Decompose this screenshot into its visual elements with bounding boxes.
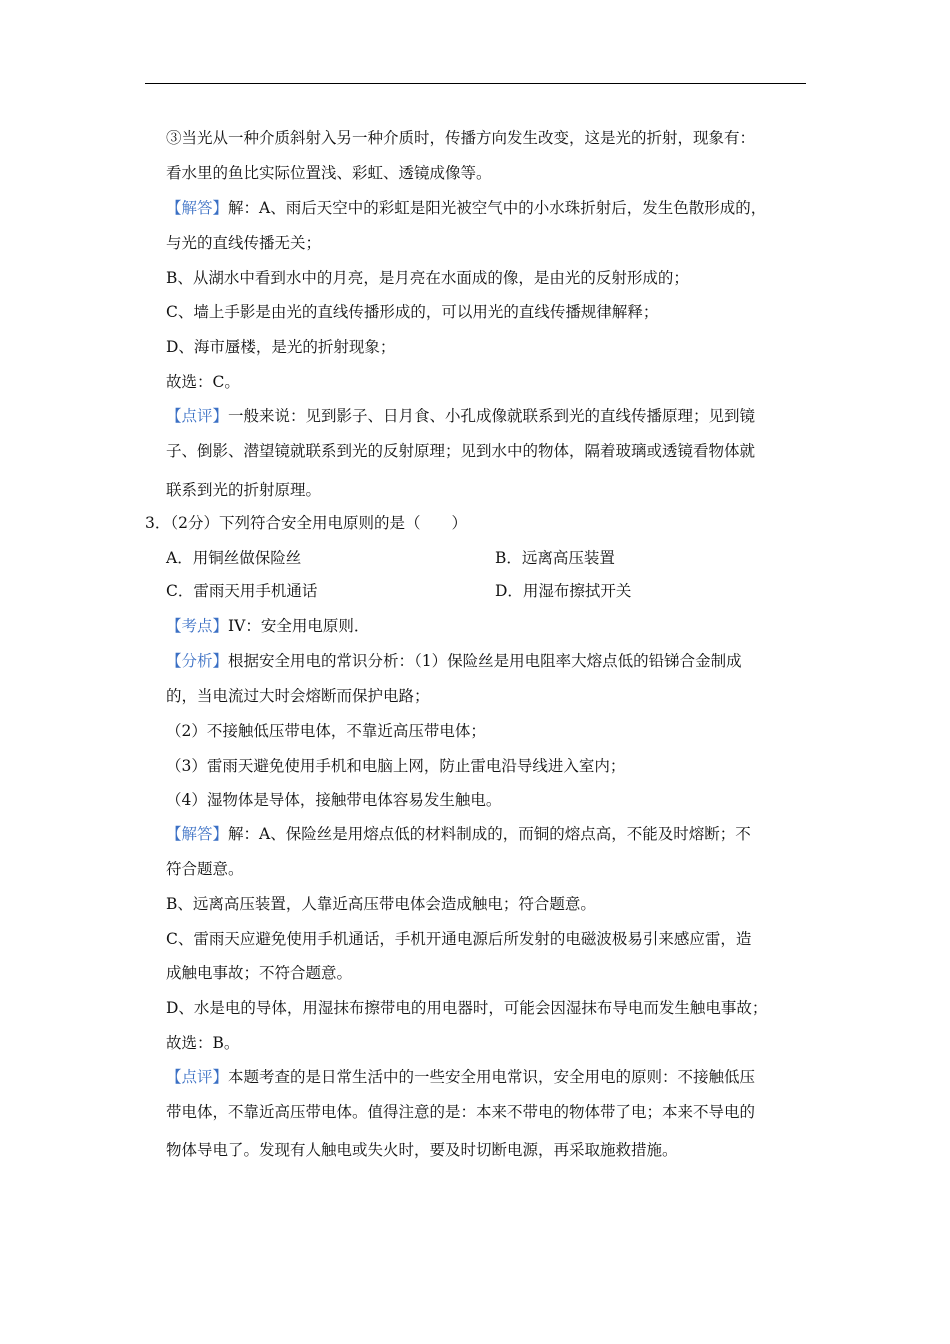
answer-line: [166, 198, 766, 218]
answer-b: B、从湖水中看到水中的月亮，是月亮在水面成的像，是由光的反射形成的；: [166, 269, 689, 287]
review-text-cont: 子、倒影、潜望镜就联系到光的反射原理；见到水中的物体，隔着玻璃或透镜看物体就: [166, 442, 756, 460]
answer-text-cont: 与光的直线传播无关；: [166, 234, 322, 252]
q3-answer-d: D、水是电的导体，用湿抹布擦带电的用电器时，可能会因湿抹布导电而发生触电事故；: [166, 999, 768, 1017]
q3-answer-tag: 【解答】: [166, 825, 229, 843]
fenxi-point-2: （2）不接触低压带电体，不靠近高压带电体；: [166, 722, 486, 740]
kaodian-line: [166, 616, 369, 636]
refraction-text: ③当光从一种介质斜射入另一种介质时，传播方向发生改变，这是光的折射，现象有：: [166, 129, 756, 147]
q3-review-tag: 【点评】: [166, 1068, 229, 1086]
q3-answer-c-cont: 成触电事故；不符合题意。: [166, 964, 353, 982]
fenxi-text-cont: 的，当电流过大时会熔断而保护电路；: [166, 687, 430, 705]
fenxi-point-4: （4）湿物体是导体，接触带电体容易发生触电。: [166, 791, 502, 809]
q3-review-text-end: 物体导电了。发现有人触电或失火时，要及时切断电源，再采取施救措施。: [166, 1141, 678, 1159]
fenxi-line: [166, 651, 742, 671]
review-text: 一般来说：见到影子、日月食、小孔成像就联系到光的直线传播原理；见到镜: [228, 407, 756, 425]
review-line: [166, 406, 755, 426]
q3-answer-choice: 故选：B。: [166, 1034, 240, 1052]
fenxi-text: 根据安全用电的常识分析：（1）保险丝是用电阻率大熔点低的铅锑合金制成: [228, 652, 742, 670]
option-b: B．远离高压装置: [495, 549, 615, 567]
answer-d: D、海市蜃楼，是光的折射现象；: [166, 338, 396, 356]
answer-c: C、墙上手影是由光的直线传播形成的，可以用光的直线传播规律解释；: [166, 303, 659, 321]
answer-tag: 【解答】: [166, 199, 229, 217]
review-tag: 【点评】: [166, 407, 229, 425]
option-a: A．用铜丝做保险丝: [166, 549, 302, 567]
review-text-end: 联系到光的折射原理。: [166, 481, 322, 499]
q3-review-text: 本题考查的是日常生活中的一些安全用电常识，安全用电的原则：不接触低压: [228, 1068, 756, 1086]
kaodian-text: IV：安全用电原则．: [228, 617, 370, 635]
q3-answer-text: 解：A、保险丝是用熔点低的材料制成的，而铜的熔点高，不能及时熔断；不: [228, 825, 751, 843]
refraction-examples: 看水里的鱼比实际位置浅、彩虹、透镜成像等。: [166, 164, 492, 182]
option-c: C．雷雨天用手机通话: [166, 582, 318, 600]
option-d: D．用湿布擦拭开关: [495, 582, 632, 600]
q3-answer-b: B、远离高压装置，人靠近高压带电体会造成触电；符合题意。: [166, 895, 596, 913]
fenxi-tag: 【分析】: [166, 652, 229, 670]
q3-answer-text-cont: 符合题意。: [166, 860, 244, 878]
fenxi-point-3: （3）雷雨天避免使用手机和电脑上网，防止雷电沿导线进入室内；: [166, 757, 626, 775]
q3-review-text-cont: 带电体，不靠近高压带电体。值得注意的是：本来不带电的物体带了电；本来不导电的: [166, 1103, 756, 1121]
answer-choice: 故选：C。: [166, 373, 240, 391]
question-stem: 3．（2分）下列符合安全用电原则的是（ ）: [145, 514, 467, 532]
q3-review-line: [166, 1067, 755, 1087]
answer-text: 解：A、雨后天空中的彩虹是阳光被空气中的小水珠折射后，发生色散形成的，: [228, 199, 767, 217]
q3-answer-c: C、雷雨天应避免使用手机通话，手机开通电源后所发射的电磁波极易引来感应雷，造: [166, 930, 752, 948]
kaodian-tag: 【考点】: [166, 617, 229, 635]
q3-answer-line: [166, 824, 751, 844]
header-rule: [145, 83, 806, 84]
